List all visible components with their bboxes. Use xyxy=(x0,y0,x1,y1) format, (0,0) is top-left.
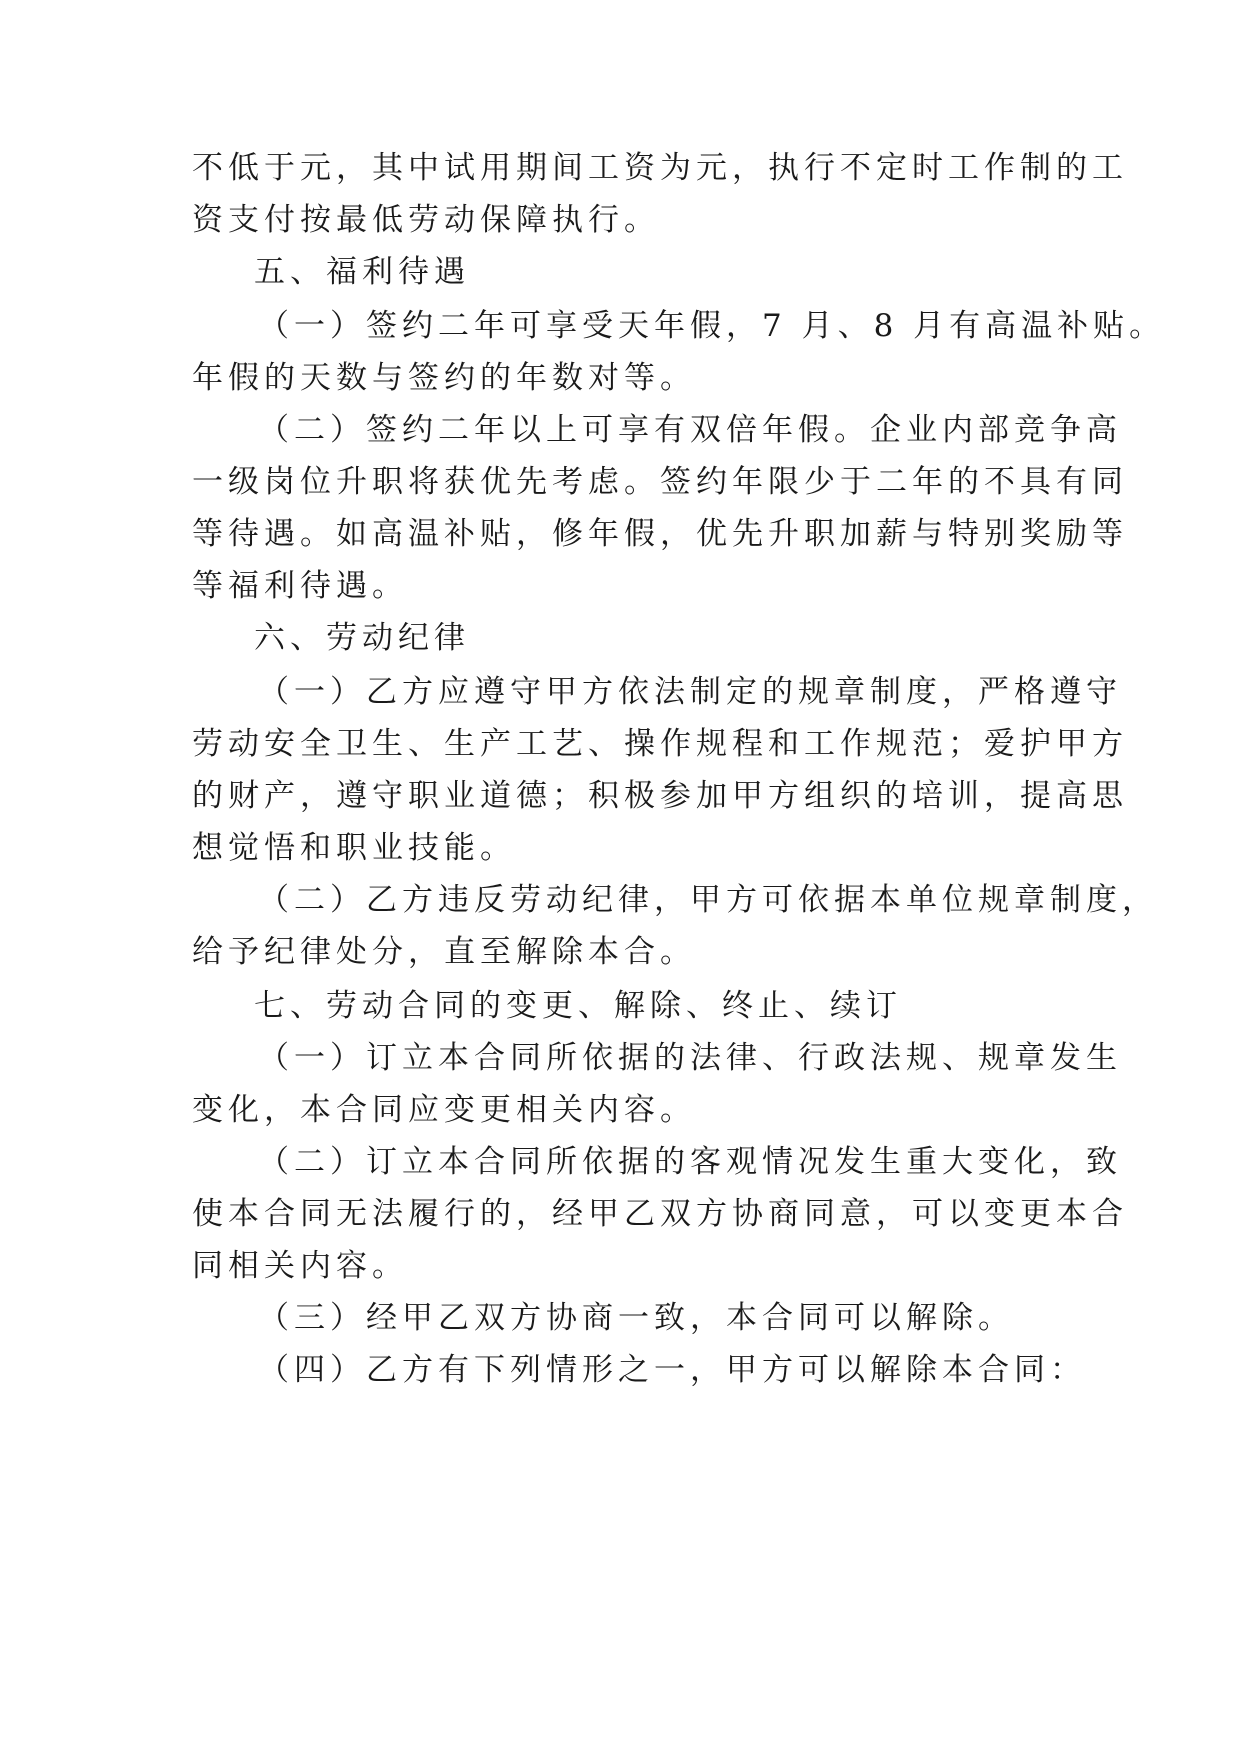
text-line: 使本合同无法履行的，经甲乙双方协商同意，可以变更本合 xyxy=(192,1196,1128,1232)
text-line: 等福利待遇。 xyxy=(192,568,408,604)
text-line: 给予纪律处分，直至解除本合。 xyxy=(192,934,696,970)
text-line: 劳动安全卫生、生产工艺、操作规程和工作规范；爱护甲方 xyxy=(192,726,1128,762)
section-heading: 七、劳动合同的变更、解除、终止、续订 xyxy=(254,988,902,1024)
text-line: 的财产，遵守职业道德；积极参加甲方组织的培训，提高思 xyxy=(192,778,1128,814)
text-line: 资支付按最低劳动保障执行。 xyxy=(192,202,660,238)
text-line: 变化，本合同应变更相关内容。 xyxy=(192,1092,696,1128)
text-line: 同相关内容。 xyxy=(192,1248,408,1284)
text-line: （一）签约二年可享受天年假，7 月、8 月有高温补贴。 xyxy=(258,308,1166,344)
text-line: 不低于元，其中试用期间工资为元，执行不定时工作制的工 xyxy=(192,150,1128,186)
text-line: （三）经甲乙双方协商一致，本合同可以解除。 xyxy=(258,1300,1014,1336)
text-line: （一）乙方应遵守甲方依法制定的规章制度，严格遵守 xyxy=(258,674,1122,710)
text-line: 一级岗位升职将获优先考虑。签约年限少于二年的不具有同 xyxy=(192,464,1128,500)
text-line: （二）签约二年以上可享有双倍年假。企业内部竞争高 xyxy=(258,412,1122,448)
text-line: 年假的天数与签约的年数对等。 xyxy=(192,360,696,396)
section-heading: 六、劳动纪律 xyxy=(254,620,470,656)
text-line: （二）乙方违反劳动纪律，甲方可依据本单位规章制度， xyxy=(258,882,1158,918)
section-heading: 五、福利待遇 xyxy=(254,254,470,290)
text-line: 想觉悟和职业技能。 xyxy=(192,830,516,866)
text-line: （二）订立本合同所依据的客观情况发生重大变化，致 xyxy=(258,1144,1122,1180)
text-line: （四）乙方有下列情形之一，甲方可以解除本合同： xyxy=(258,1352,1086,1388)
text-line: （一）订立本合同所依据的法律、行政法规、规章发生 xyxy=(258,1040,1122,1076)
text-line: 等待遇。如高温补贴，修年假，优先升职加薪与特别奖励等 xyxy=(192,516,1128,552)
